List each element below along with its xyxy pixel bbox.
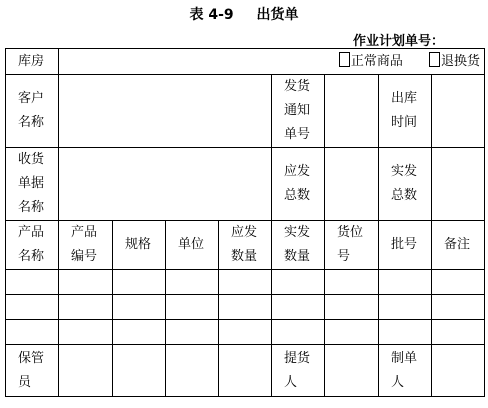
col-due-qty: 应发 数量 (219, 221, 272, 270)
signature-row (6, 345, 485, 397)
ship-notice-label: 发货 通知 单号 (272, 75, 325, 148)
plan-number-label: 作业计划单号： (352, 34, 444, 49)
return-goods-label: 退换货 (441, 53, 481, 69)
receipt-label: 收货 单据 名称 (6, 148, 59, 221)
table-row (6, 270, 485, 295)
out-time-label: 出库 时间 (379, 75, 432, 148)
goods-type-checkboxes (339, 50, 480, 74)
warehouse-row (6, 49, 485, 75)
normal-goods-label: 正常商品 (350, 53, 403, 69)
picker-label: 提货 人 (272, 345, 325, 397)
col-remark: 备注 (432, 221, 485, 270)
keeper-label: 保管 员 (6, 345, 59, 397)
customer-label: 客户 名称 (6, 75, 59, 148)
col-spec: 规格 (113, 221, 166, 270)
normal-goods-checkbox[interactable] (339, 52, 350, 67)
shipment-form-table (5, 48, 485, 397)
table-number: 表 4-9 (189, 7, 234, 23)
picker-value-cell[interactable] (325, 345, 379, 397)
warehouse-value-cell[interactable] (59, 49, 485, 75)
receipt-value-cell[interactable] (59, 148, 272, 221)
actual-qty-value-cell[interactable] (432, 148, 485, 221)
ship-notice-value-cell[interactable] (325, 75, 379, 148)
out-time-value-cell[interactable] (432, 75, 485, 148)
customer-value-cell[interactable] (59, 75, 272, 148)
col-product-code: 产品 编号 (59, 221, 113, 270)
column-header-row (6, 221, 485, 270)
keeper-value-cell[interactable] (59, 345, 113, 397)
receipt-row (6, 148, 485, 221)
form-title (0, 4, 488, 24)
col-actual-qty: 实发 数量 (272, 221, 325, 270)
table-row (6, 295, 485, 320)
maker-label: 制单 人 (379, 345, 432, 397)
maker-value-cell[interactable] (432, 345, 485, 397)
due-qty-value-cell[interactable] (325, 148, 379, 221)
due-qty-label: 应发 总数 (272, 148, 325, 221)
actual-qty-label: 实发 总数 (379, 148, 432, 221)
customer-row (6, 75, 485, 148)
col-location: 货位 号 (325, 221, 379, 270)
warehouse-label: 库房 (6, 49, 59, 75)
col-batch: 批号 (379, 221, 432, 270)
form-name: 出货单 (256, 7, 299, 23)
table-row (6, 320, 485, 345)
col-unit: 单位 (166, 221, 219, 270)
col-product-name: 产品 名称 (6, 221, 59, 270)
return-goods-checkbox[interactable] (429, 52, 440, 67)
